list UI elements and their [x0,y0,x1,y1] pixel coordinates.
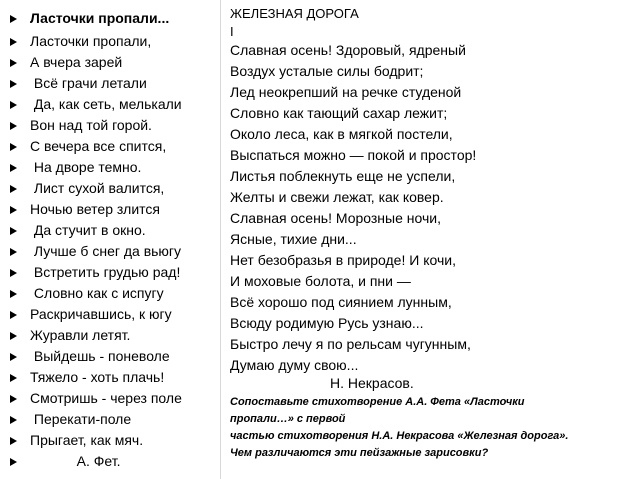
poem-line-text: На дворе темно. [30,159,142,175]
poem-author: А. Фет. [30,453,121,469]
poem-line-text: Всё хорошо под сиянием лунным, [230,294,452,310]
poem-line-text: Смотришь - через поле [30,390,182,406]
list-item [10,325,130,345]
poem-line-text: Словно как тающий сахар лежит; [230,105,448,121]
list-item [10,136,166,156]
poem-title: ЖЕЛЕЗНАЯ ДОРОГА [230,6,359,21]
poem-line-text: Воздух усталые силы бодрит; [230,63,424,79]
poem-line-text: Ласточки пропали, [30,33,152,49]
poem-line-text: Вон над той горой. [30,117,152,133]
list-item [10,283,164,303]
poem-line-text: Нет безобразья в природе! И кочи, [230,252,456,268]
poem-line-text: Около леса, как в мягкой постели, [230,126,453,142]
bullet-arrow-icon [10,59,17,67]
bullet-arrow-icon [10,290,17,298]
poem-line-text: Лед неокрепший на речке студеной [230,84,462,100]
poem-line-text: Ясные, тихие дни... [230,231,357,247]
list-item [10,451,121,471]
bullet-arrow-icon [10,311,17,319]
bullet-arrow-icon [10,101,17,109]
bullet-arrow-icon [10,227,17,235]
poem-line-text: И моховые болота, и пни — [230,273,411,289]
poem-line-text: С вечера все спится, [30,138,167,154]
list-item [10,157,141,177]
list-item [10,178,164,198]
list-item [10,346,170,366]
nekrasov-poem-panel [222,0,636,479]
list-item [10,409,131,429]
poem-line-text: Славная осень! Морозные ночи, [230,210,441,226]
bullet-arrow-icon [10,122,17,130]
bullet-arrow-icon [10,332,17,340]
poem-line-text: Всюду родимую Русь узнаю... [230,315,424,331]
task-text: пропали…» с первой [230,413,346,425]
poem-line-text: Листья поблекнуть еще не успели, [230,168,456,184]
poem-line-text: Прыгает, как мяч. [30,432,144,448]
list-item [10,199,160,219]
bullet-arrow-icon [10,38,17,46]
poem-line-text: Лучше б снег да вьюгу [30,243,182,259]
list-item [10,241,181,261]
poem-line-text: Лист сухой валится, [30,180,165,196]
bullet-arrow-icon [10,353,17,361]
list-item [10,94,182,114]
bullet-arrow-icon [10,416,17,424]
bullet-arrow-icon [10,269,17,277]
task-text: частью стихотворения Н.А. Некрасова «Железная дорога». [230,430,569,442]
list-item [10,304,172,324]
bullet-arrow-icon [10,437,17,445]
poem-line-text: Раскричавшись, к югу [30,306,172,322]
list-item [10,52,122,72]
poem-line-text: Перекати-поле [30,411,132,427]
poem-line-text: Быстро лечу я по рельсам чугунным, [230,336,471,352]
list-item [10,262,180,282]
poem-line-text: Всё грачи летали [30,75,147,91]
bullet-arrow-icon [10,374,17,382]
poem-line-text: Выспаться можно — покой и простор! [230,147,477,163]
bullet-arrow-icon [10,185,17,193]
poem-line-text: Встретить грудью рад! [30,264,181,280]
bullet-arrow-icon [10,164,17,172]
list-item [10,31,151,51]
list-item [10,430,143,450]
poem-line-text: Журавли летят. [30,327,131,343]
poem-line-text: Славная осень! Здоровый, ядреный [230,42,466,58]
list-item [10,388,182,408]
poem-line-text: Да стучит в окно. [30,222,146,238]
poem-line-text: Думаю думу свою... [230,357,359,373]
bullet-arrow-icon [10,80,17,88]
task-question: Чем различаются эти пейзажные зарисовки? [230,447,489,459]
task-text: Сопоставьте стихотворение А.А. Фета «Ласточки [230,396,525,408]
poem-author: Н. Некрасов. [330,375,414,391]
poem-line-text: Выйдешь - поневоле [30,348,170,364]
poem-line-text: Тяжело - хоть плачь! [30,369,165,385]
poem-line-text: Словно как с испугу [30,285,164,301]
list-item [10,367,164,387]
bullet-arrow-icon [10,143,17,151]
poem-line-text: А вчера зарей [30,54,123,70]
list-item [10,8,169,28]
list-item [10,73,147,93]
bullet-arrow-icon [10,458,17,466]
poem-line-text: Желты и свежи лежат, как ковер. [230,189,444,205]
poem-line-text: Ночью ветер злится [30,201,160,217]
list-item [10,220,146,240]
bullet-arrow-icon [10,206,17,214]
poem-title: Ласточки пропали... [30,10,170,26]
poem-line-text: Да, как сеть, мелькали [30,96,182,112]
poem-part-number: I [230,24,234,39]
bullet-arrow-icon [10,395,17,403]
bullet-arrow-icon [10,15,17,23]
bullet-arrow-icon [10,248,17,256]
list-item [10,115,152,135]
fet-poem-panel [0,0,221,479]
